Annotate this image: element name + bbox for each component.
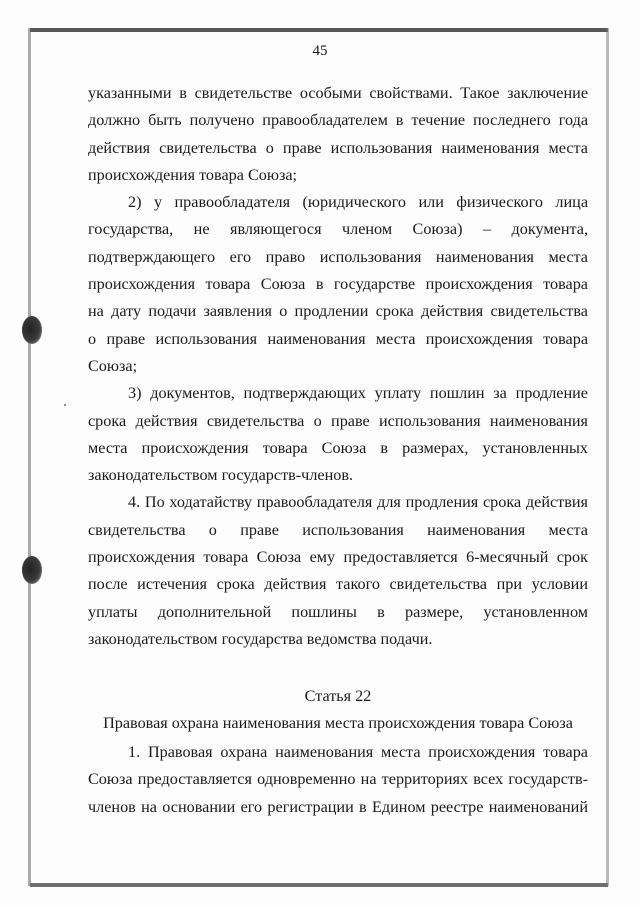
- text-line: членов на основании его регистрации в Едином реестре наименований: [88, 797, 588, 816]
- scan-border-top: [30, 28, 608, 32]
- text-line: 2) у правообладателя (юридического или физического лица: [128, 193, 588, 212]
- text-line: Союза;: [88, 356, 138, 375]
- text-line: должно быть получено правообладателем в течение последнего года: [88, 111, 588, 130]
- text-line: происхождения товара Союза;: [88, 165, 298, 184]
- text-line: подтверждающего его право использования наименования места: [88, 247, 588, 266]
- paragraph-item-3: [88, 380, 588, 489]
- text-line: 1. Правовая охрана наименования места происхождения товара: [128, 743, 588, 761]
- text-line: законодательством государств-членов.: [88, 466, 354, 485]
- text-line: после истечения срока действия такого свидетельства при условии: [88, 575, 588, 594]
- page-number: 45: [312, 43, 328, 59]
- scan-speck: [64, 404, 66, 406]
- text-line: 4. По ходатайству правообладателя для продления срока действия: [128, 493, 588, 512]
- text-line: указанными в свидетельстве особыми свойствами. Такое заключение: [88, 84, 588, 102]
- text-line: свидетельства о праве использования наименования места: [88, 520, 588, 539]
- scan-border-left: [28, 28, 31, 886]
- punch-hole-icon: [22, 316, 42, 344]
- text-line: на дату подачи заявления о продлении срока действия свидетельства: [88, 302, 588, 321]
- article-number: Статья 22: [304, 687, 372, 705]
- paragraph-item-4: [88, 489, 588, 653]
- text-line: уплаты дополнительной пошлины в размере, установленном: [88, 602, 588, 621]
- text-line: места происхождения товара Союза в размерах, установленных: [88, 438, 588, 457]
- text-line: 3) документов, подтверждающих уплату пошлин за продление: [128, 384, 588, 403]
- text-line: законодательством государства ведомства подачи.: [88, 629, 433, 648]
- text-line: срока действия свидетельства о праве использования наименования: [88, 411, 588, 430]
- text-line: Союза предоставляется одновременно на территориях всех государств-: [88, 770, 588, 789]
- article-heading: [88, 683, 588, 737]
- scan-border-bottom: [30, 883, 608, 887]
- text-line: происхождения товара Союза ему предоставляется 6-месячный срок: [88, 548, 588, 567]
- punch-hole-icon: [22, 556, 42, 584]
- paragraph-item-2: [88, 189, 588, 380]
- article-title: Правовая охрана наименования места происхождения товара Союза: [103, 714, 573, 732]
- scan-border-right: [606, 28, 609, 886]
- paragraph-continuation: [88, 80, 588, 189]
- text-line: происхождения товара Союза в государстве происхождения товара: [88, 275, 588, 294]
- article-body: [88, 739, 588, 821]
- text-line: о праве использования наименования места происхождения товара: [88, 329, 588, 348]
- document-body: [88, 80, 588, 653]
- text-line: государства, не являющегося членом Союза) – документа,: [88, 220, 588, 239]
- text-line: действия свидетельства о праве использования наименования места: [88, 138, 588, 157]
